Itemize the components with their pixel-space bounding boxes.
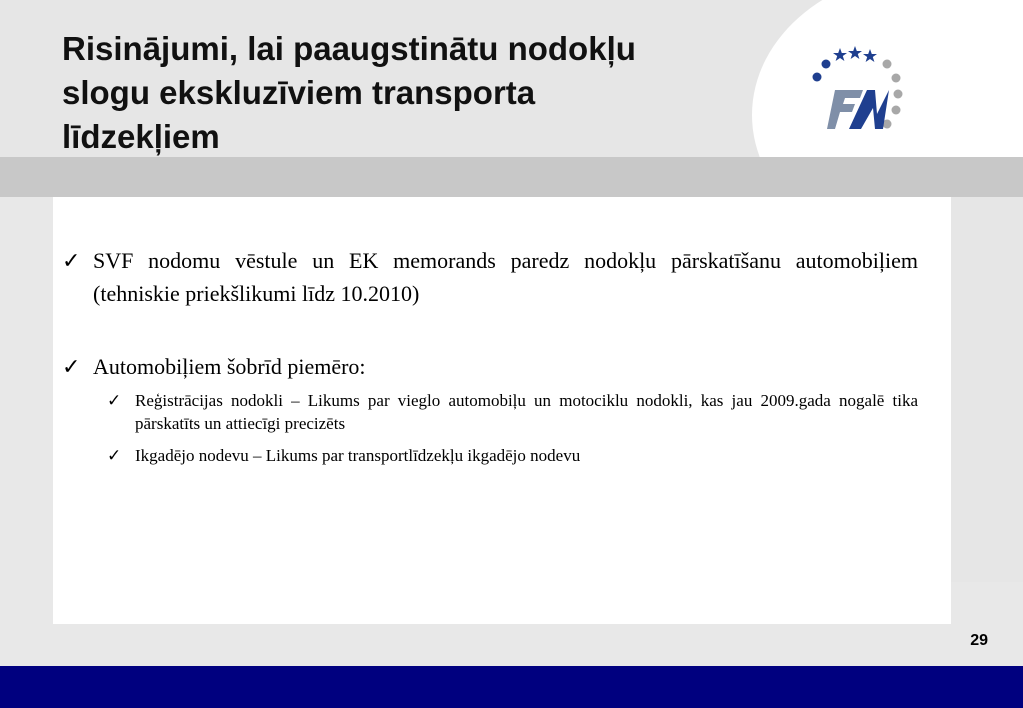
logo-dot-blue (822, 60, 831, 69)
star-icon (863, 49, 877, 62)
right-strip (951, 197, 1023, 582)
bullet-text: SVF nodomu vēstule un EK memorands paredz nodokļu pārskatīšanu automobiļiem (tehniskie priekšlikumi līdz 10.2010) (93, 248, 918, 306)
bullet-item (62, 244, 918, 310)
check-icon: ✓ (62, 248, 81, 273)
footer-bar (0, 666, 1023, 708)
check-icon: ✓ (62, 354, 81, 379)
sub-bullet-text: Ikgadējo nodevu – Likums par transportlīdzekļu ikgadējo nodevu (135, 446, 581, 465)
ministry-of-finance-logo (805, 42, 915, 137)
sub-bullet-item (107, 444, 918, 467)
star-icon (848, 46, 862, 59)
header-band (0, 157, 1023, 197)
star-icon (833, 48, 847, 61)
slide-title: Risinājumi, lai paaugstinātu nodokļu slogu ekskluzīviem transporta līdzekļiem (62, 30, 636, 155)
logo-dot-gray (892, 106, 901, 115)
logo-dot-blue (813, 73, 822, 82)
bullet-text: Automobiļiem šobrīd piemēro: (93, 354, 366, 379)
page-number: 29 (970, 632, 988, 649)
check-icon: ✓ (107, 446, 122, 465)
bullet-item (62, 350, 918, 383)
sub-bullet-item (107, 389, 918, 435)
sub-bullet-text: Reģistrācijas nodokli – Likums par vieglo automobiļu un motociklu nodokli, kas jau 2009.gada nogalē tika pārskatīts un attiecīgi precizēts (135, 391, 918, 433)
logo-dot-gray (883, 60, 892, 69)
logo-dot-gray (894, 90, 903, 99)
logo-dot-gray (892, 74, 901, 83)
check-icon: ✓ (107, 391, 122, 410)
